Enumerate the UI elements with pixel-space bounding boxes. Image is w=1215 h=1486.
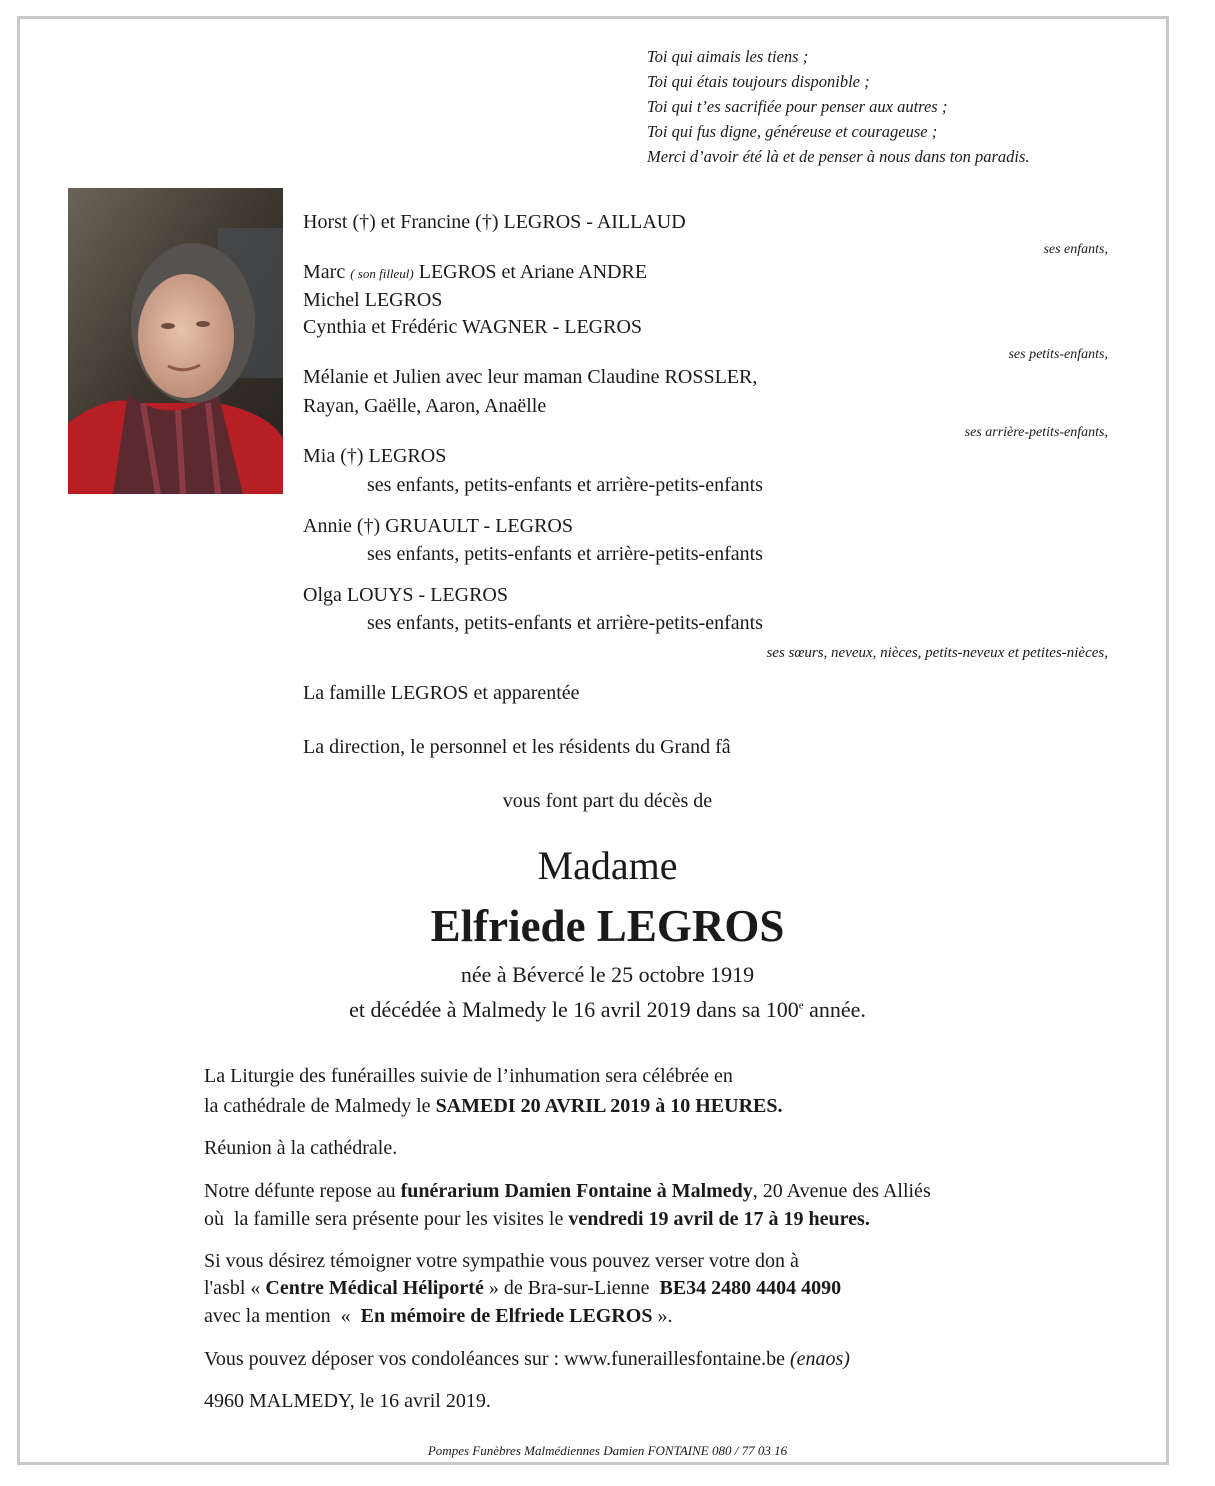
family-member: Cynthia et Frédéric WAGNER - LEGROS <box>303 316 643 338</box>
repose-text: , 20 Avenue des Alliés <box>752 1180 931 1202</box>
relation-label: ses enfants, <box>1043 242 1108 257</box>
family-name: Marc <box>303 261 351 283</box>
family-member: La direction, le personnel et les résidents du Grand fâ <box>303 736 731 758</box>
family-member: Annie (†) GRUAULT - LEGROS <box>303 515 573 537</box>
donation-text: l'asbl « <box>204 1277 266 1299</box>
announcement: vous font part du décès de <box>502 790 713 812</box>
liturgy-text: la cathédrale de Malmedy le <box>204 1095 436 1117</box>
funerarium: funérarium Damien Fontaine à Malmedy <box>400 1180 753 1202</box>
deceased-name: Elfriede LEGROS <box>430 901 785 951</box>
godson-note: ( son filleul) <box>350 266 414 281</box>
family-member: Olga LOUYS - LEGROS <box>303 584 508 606</box>
family-member: Mélanie et Julien avec leur maman Claudine ROSSLER, <box>303 366 758 388</box>
death-info <box>0 997 1215 1023</box>
iban: BE34 2480 4404 4090 <box>659 1277 842 1299</box>
donation-line <box>204 1305 672 1328</box>
death-text: année. <box>803 997 866 1022</box>
family-sub: ses enfants, petits-enfants et arrière-petits-enfants <box>367 612 763 634</box>
birth-info: née à Bévercé le 25 octobre 1919 <box>460 962 755 987</box>
donation-line <box>204 1277 841 1300</box>
poem-line: Toi qui t’es sacrifiée pour penser aux autres ; <box>647 97 948 116</box>
place-date: 4960 MALMEDY, le 16 avril 2019. <box>204 1390 491 1412</box>
visit-time: vendredi 19 avril de 17 à 19 heures. <box>568 1208 870 1230</box>
portrait-photo <box>68 188 283 494</box>
charity-name: Centre Médical Héliporté <box>265 1277 484 1299</box>
donation-text: ». <box>652 1305 673 1327</box>
liturgy-line: La Liturgie des funérailles suivie de l’inhumation sera célébrée en <box>204 1065 733 1087</box>
footer: Pompes Funèbres Malmédiennes Damien FONTAINE 080 / 77 03 16 <box>427 1443 788 1458</box>
poem-line: Toi qui fus digne, généreuse et courageuse ; <box>647 122 938 141</box>
death-text: et décédée à Malmedy le 16 avril 2019 dans sa 100 <box>349 997 799 1022</box>
title: Madame <box>537 843 678 888</box>
poem <box>647 44 1030 169</box>
condolences-note: (enaos) <box>789 1348 850 1370</box>
relation-label: ses petits-enfants, <box>1008 347 1108 362</box>
family-member: Mia (†) LEGROS <box>303 445 447 467</box>
donation-text: avec la mention « <box>204 1305 361 1327</box>
poem-line: Toi qui aimais les tiens ; <box>647 47 809 66</box>
repose-text: Notre défunte repose au <box>204 1180 401 1202</box>
ordinal-sup: e <box>798 999 804 1012</box>
repose-text: où la famille sera présente pour les visites le <box>204 1208 569 1230</box>
reunion: Réunion à la cathédrale. <box>204 1137 398 1159</box>
relation-label: ses sœurs, neveux, nièces, petits-neveux et petites-nièces, <box>766 645 1108 661</box>
family-member: La famille LEGROS et apparentée <box>303 682 580 704</box>
family-member: Rayan, Gaëlle, Aaron, Anaëlle <box>303 395 547 417</box>
donation-text: » de Bra-sur-Lienne <box>483 1277 660 1299</box>
liturgy-line <box>204 1095 783 1118</box>
poem-line: Merci d’avoir été là et de penser à nous dans ton paradis. <box>647 147 1030 166</box>
family-name: LEGROS et Ariane ANDRE <box>413 261 648 283</box>
relation-label: ses arrière-petits-enfants, <box>964 425 1108 440</box>
family-sub: ses enfants, petits-enfants et arrière-petits-enfants <box>367 543 763 565</box>
condolences-text: Vous pouvez déposer vos condoléances sur : www.funeraillesfontaine.be <box>204 1348 790 1370</box>
repose-line <box>204 1208 870 1231</box>
donation-mention: En mémoire de Elfriede LEGROS <box>360 1305 653 1327</box>
condolences-line <box>204 1348 850 1371</box>
liturgy-datetime: SAMEDI 20 AVRIL 2019 à 10 HEURES. <box>435 1095 783 1117</box>
family-member: Horst (†) et Francine (†) LEGROS - AILLAUD <box>303 211 686 233</box>
poem-line: Toi qui étais toujours disponible ; <box>647 72 870 91</box>
repose-line <box>204 1180 931 1203</box>
family-member <box>303 261 647 284</box>
family-sub: ses enfants, petits-enfants et arrière-petits-enfants <box>367 474 763 496</box>
donation-line: Si vous désirez témoigner votre sympathie vous pouvez verser votre don à <box>204 1250 799 1272</box>
family-member: Michel LEGROS <box>303 289 443 311</box>
